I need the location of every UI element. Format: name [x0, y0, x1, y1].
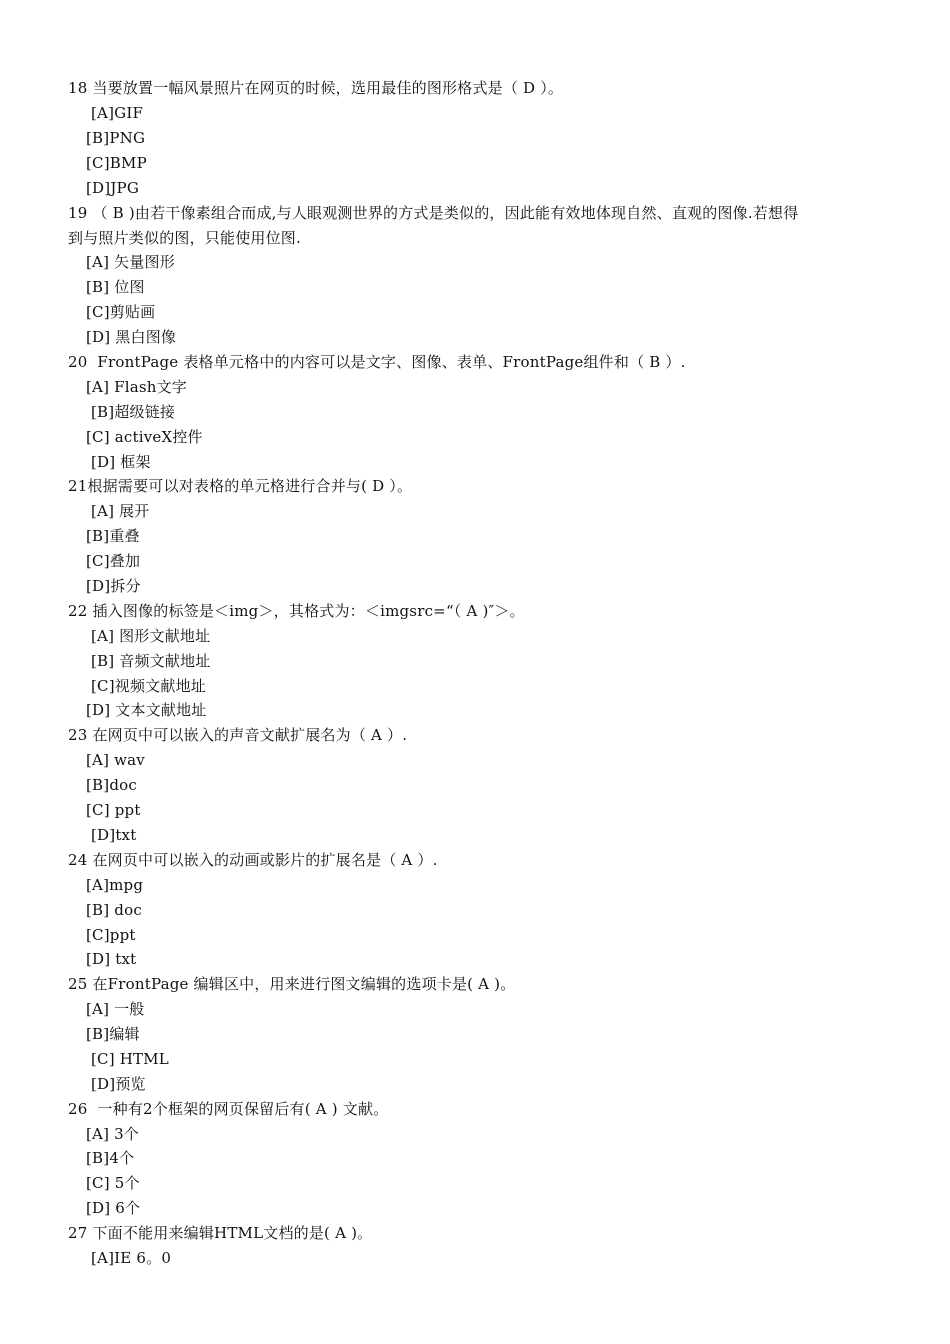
option-b: [B]doc: [86, 776, 137, 794]
option-b: [B]重叠: [86, 527, 140, 545]
question-23: 23 在网页中可以嵌入的声音文献扩展名为（ A ）.: [68, 726, 408, 744]
option-b: [B]4个: [86, 1149, 135, 1167]
question-22: 22 插入图像的标签是＜img＞，其格式为：＜imgsrc=“（ A )″＞。: [68, 602, 525, 620]
option-a: [A]IE 6。0: [91, 1249, 172, 1267]
option-a: [A] 3个: [86, 1125, 140, 1143]
option-d: [D]预览: [91, 1075, 146, 1093]
option-c: [C] ppt: [86, 801, 141, 819]
option-a: [A]mpg: [86, 876, 144, 894]
option-d: [D] 黑白图像: [86, 328, 177, 346]
option-b: [B]编辑: [86, 1025, 140, 1043]
option-d: [D]txt: [91, 826, 137, 844]
option-a: [A] wav: [86, 751, 145, 769]
option-b: [B] 位图: [86, 278, 145, 296]
option-b: [B]超级链接: [91, 403, 176, 421]
option-b: [B]PNG: [86, 129, 146, 147]
option-a: [A] 展开: [91, 502, 150, 520]
option-c: [C]剪贴画: [86, 303, 156, 321]
option-c: [C]ppt: [86, 926, 136, 944]
question-27: 27 下面不能用来编辑HTML文档的是( A )。: [68, 1224, 373, 1242]
option-d: [D] 框架: [91, 453, 151, 471]
question-24: 24 在网页中可以嵌入的动画或影片的扩展名是（ A ）.: [68, 851, 438, 869]
option-d: [D]JPG: [86, 179, 140, 197]
option-c: [C]BMP: [86, 154, 147, 172]
option-b: [B] doc: [86, 901, 142, 919]
option-a: [A] 图形文献地址: [91, 627, 211, 645]
option-c: [C] HTML: [91, 1050, 169, 1068]
question-18: 18 当要放置一幅风景照片在网页的时候，选用最佳的图形格式是（ D ）。: [68, 79, 564, 97]
option-c: [C]叠加: [86, 552, 141, 570]
question-20: 20 FrontPage 表格单元格中的内容可以是文字、图像、表单、FrontPage组件和（ B ）.: [68, 353, 686, 371]
option-d: [D] 文本文献地址: [86, 701, 207, 719]
option-c: [C]视频文献地址: [91, 677, 206, 695]
option-a: [A] 矢量图形: [86, 253, 175, 271]
question-25: 25 在FrontPage 编辑区中，用来进行图文编辑的选项卡是( A )。: [68, 975, 516, 993]
option-d: [D]拆分: [86, 577, 141, 595]
option-a: [A]GIF: [91, 104, 144, 122]
option-a: [A] 一般: [86, 1000, 145, 1018]
option-b: [B] 音频文献地址: [91, 652, 211, 670]
option-a: [A] Flash文字: [86, 378, 188, 396]
option-d: [D] 6个: [86, 1199, 141, 1217]
option-c: [C] activeX控件: [86, 428, 203, 446]
option-c: [C] 5个: [86, 1174, 140, 1192]
question-26: 26 一种有2个框架的网页保留后有( A ) 文献。: [68, 1100, 389, 1118]
question-21: 21根据需要可以对表格的单元格进行合并与( D ）。: [68, 477, 413, 495]
question-19: 19 （ B )由若干像素组合而成,与人眼观测世界的方式是类似的，因此能有效地体现自然、直观的图像.若想得: [68, 204, 799, 222]
question-19-continued: 到与照片类似的图，只能使用位图.: [68, 229, 301, 247]
option-d: [D] txt: [86, 950, 137, 968]
